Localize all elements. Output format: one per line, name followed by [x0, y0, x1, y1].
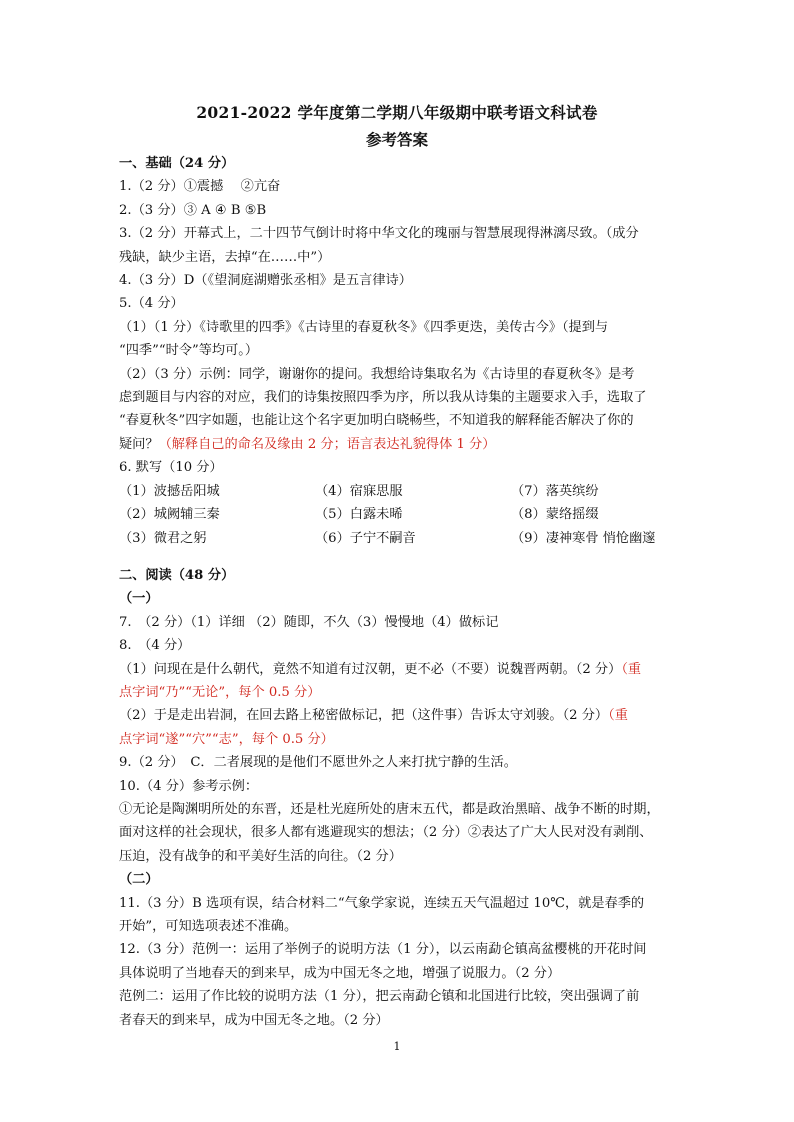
answer-q5-2-line3: “春夏秋冬”四字如题，也能让这个名字更加明白晓畅些，不知道我的解释能否解决了你的 — [119, 413, 634, 429]
answer-q8-1-text: （1）问现在是什么朝代，竟然不知道有过汉朝，更不必（不要）说魏晋两朝。（2 分） — [119, 661, 622, 677]
section-spacer — [119, 550, 679, 564]
answer-q12-line3: 范例二：运用了作比较的说明方法（1 分），把云南勐仑镇和北国进行比较，突出强调了前 — [119, 989, 640, 1005]
answer-q10: 10.（4 分）参考示例： — [119, 778, 259, 794]
answer-q8-1-line1 — [119, 658, 679, 681]
scoring-note: （重 — [608, 708, 628, 724]
answer-q8: 8. （4 分） — [119, 638, 191, 654]
dictation-item: （8）蒙络摇缀 — [511, 507, 599, 523]
answer-q9: 9.（2 分） C．二者展现的是他们不愿世外之人来打扰宁静的生活。 — [119, 755, 517, 771]
page-title: 2021-2022 学年度第二学期八年级期中联考语文科试卷 — [196, 103, 598, 122]
answer-q5-2-line1: （2）（3 分）示例：同学，谢谢你的提问。我想给诗集取名为《古诗里的春夏秋冬》是考 — [119, 366, 635, 382]
dictation-item: （6）子宁不嗣音 — [315, 530, 416, 546]
dictation-item: （1）波撼岳阳城 — [119, 483, 220, 499]
dictation-item: （9）凄神寒骨 悄怆幽邃 — [511, 530, 656, 546]
scoring-note: （解释自己的命名及缘由 2 分；语言表达礼貌得体 1 分） — [158, 436, 496, 452]
dictation-grid — [119, 480, 679, 550]
answer-q2: 2.（3 分）③ A ④ B ⑤B — [119, 202, 267, 218]
answer-q7: 7. （2 分）（1）详细 （2）随即，不久（3）慢慢地（4）做标记 — [119, 614, 499, 630]
answer-q4: 4.（3 分）D（《望洞庭湖赠张丞相》是五言律诗） — [119, 273, 412, 289]
dictation-item: （2）城阙辅三秦 — [119, 507, 220, 523]
answer-q3-line1: 3.（2 分）开幕式上，二十四节气倒计时将中华文化的瑰丽与智慧展现得淋漓尽致。（成分 — [119, 226, 639, 242]
answer-q10-line3: 压迫，没有战争的和平美好生活的向往。（2 分） — [119, 848, 402, 864]
answer-q5-1-line2: “四季”“时令”等均可。） — [119, 343, 259, 359]
answer-content — [119, 152, 679, 1032]
section-heading-basics: 一、基础（24 分） — [119, 156, 235, 171]
page-number: 1 — [393, 1040, 401, 1053]
dictation-item: （3）微君之躬 — [119, 530, 207, 546]
answer-q10-line1: ①无论是陶渊明所处的东晋，还是杜光庭所处的唐末五代，都是政治黑暗、战争不断的时期， — [119, 801, 660, 817]
scoring-note: 点字词“乃”“无论”，每个 0.5 分） — [119, 684, 321, 700]
answer-q10-line2: 面对这样的社会现状，很多人都有逃避现实的想法；（2 分）②表达了广大人民对没有剥削、 — [119, 825, 653, 841]
answer-q12-line4: 者春天的到来早，成为中国无冬之地。（2 分） — [119, 1012, 389, 1028]
answer-q12-line2: 具体说明了当地春天的到来早，成为中国无冬之地，增强了说服力。（2 分） — [119, 965, 561, 981]
scoring-note: 点字词“遂”“穴”“志”，每个 0.5 分） — [119, 731, 334, 747]
passage-label-2: （二） — [119, 872, 159, 888]
section-heading-reading: 二、阅读（48 分） — [119, 567, 235, 583]
answer-q5: 5.（4 分） — [119, 296, 184, 312]
answer-q8-2-text: （2）于是走出岩洞，在回去路上秘密做标记，把（这件事）告诉太守刘骏。（2 分） — [119, 708, 609, 724]
passage-label-1: （一） — [119, 591, 159, 607]
answer-q5-2-text: 疑问？ — [119, 436, 159, 452]
answer-q5-2-line2: 虑到题目与内容的对应，我们的诗集按照四季为序，所以我从诗集的主题要求入手，选取了 — [119, 390, 647, 406]
answer-q1: 1.（2 分）①震撼 ②亢奋 — [119, 179, 281, 195]
answer-q11-line1: 11.（3 分）B 选项有误，结合材料二“气象学家说，连续五天气温超过 10℃，就是春季的 — [119, 895, 645, 911]
dictation-item: （4）宿寐思服 — [315, 483, 403, 499]
dictation-item: （5）白露未晞 — [315, 507, 403, 523]
page-subtitle: 参考答案 — [365, 130, 428, 149]
dictation-item: （7）落英缤纷 — [511, 483, 599, 499]
answer-q8-2-line1 — [119, 704, 679, 727]
answer-q5-2-line4 — [119, 433, 679, 456]
answer-q3-line2: 残缺，缺少主语，去掉“在……中”） — [119, 249, 331, 265]
answer-q12-line1: 12.（3 分）范例一：运用了举例子的说明方法（1 分），以云南勐仑镇高盆樱桃的开花时间 — [119, 942, 647, 958]
answer-q5-1-line1: （1）（1 分）《诗歌里的四季》《古诗里的春夏秋冬》《四季更迭，美传古今》（提到与 — [119, 319, 609, 335]
answer-q6: 6. 默写（10 分） — [119, 460, 223, 476]
answer-q11-line2: 开始”，可知选项表述不准确。 — [119, 919, 298, 934]
scoring-note: （重 — [621, 661, 642, 677]
